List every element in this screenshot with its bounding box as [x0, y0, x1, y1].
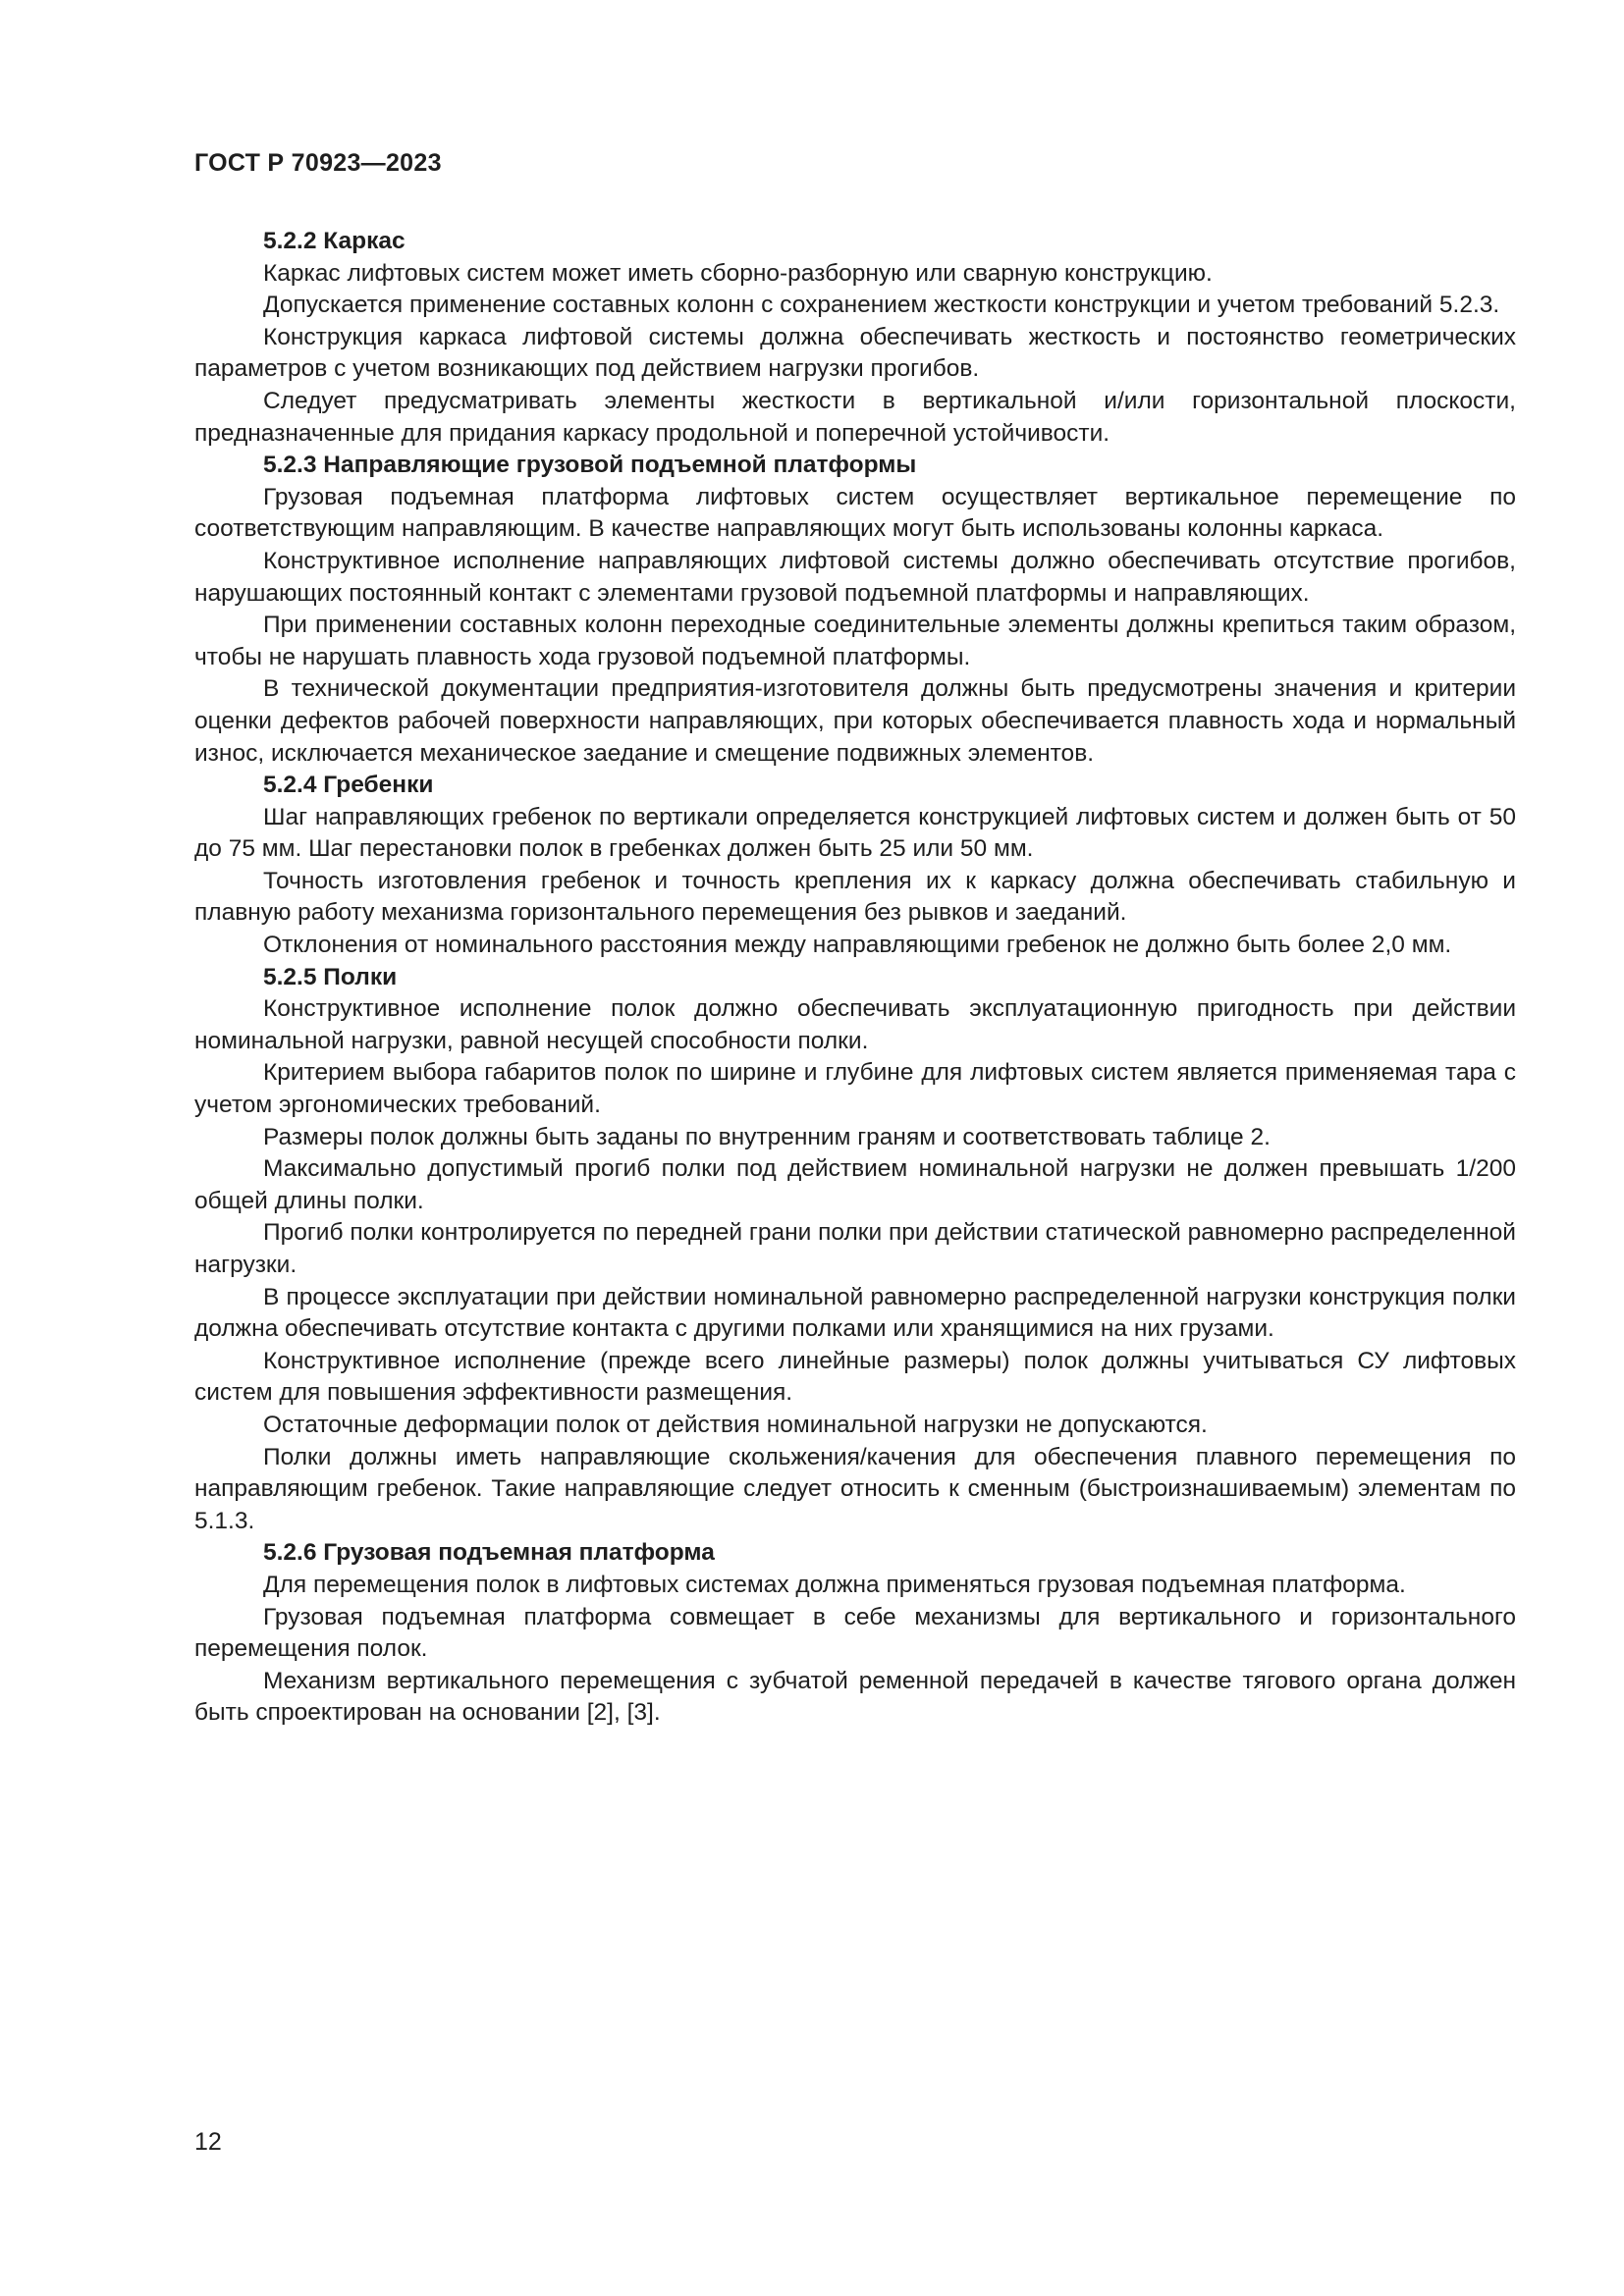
paragraph: Точность изготовления гребенок и точность крепления их к каркасу должна обеспечивать стабильную и плавную работу механизма горизонтального перемещения без рывков и заеданий. — [194, 867, 1516, 927]
paragraph: Полки должны иметь направляющие скольжения/качения для обеспечения плавного перемещения по направляющим гребенок. Такие направляющие следует относить к сменным (быстроизнашиваемым) элементам по 5.1.3. — [194, 1443, 1516, 1534]
section-5-2-5 — [194, 962, 1516, 1538]
paragraph: Размеры полок должны быть заданы по внутренним граням и соответствовать таблице 2. — [263, 1123, 1271, 1150]
paragraph: Критерием выбора габаритов полок по ширине и глубине для лифтовых систем является применяемая тара с учетом эргономических требований. — [194, 1059, 1516, 1119]
document-body — [194, 226, 1516, 1730]
section-5-2-3 — [194, 450, 1516, 770]
page-number: 12 — [194, 2128, 222, 2156]
paragraph: Остаточные деформации полок от действия номинальной нагрузки не допускаются. — [263, 1411, 1208, 1438]
paragraph: Конструктивное исполнение полок должно обеспечивать эксплуатационную пригодность при действии номинальной нагрузки, равной несущей способности полки. — [194, 995, 1516, 1054]
section-5-2-6 — [194, 1537, 1516, 1730]
paragraph: Максимально допустимый прогиб полки под действием номинальной нагрузки не должен превышать 1/200 общей длины полки. — [194, 1155, 1516, 1214]
paragraph: Допускается применение составных колонн с сохранением жесткости конструкции и учетом требований 5.2.3. — [263, 292, 1500, 319]
paragraph: Конструктивное исполнение (прежде всего линейные размеры) полок должны учитываться СУ лифтовых систем для повышения эффективности размещения. — [194, 1347, 1516, 1407]
section-5-2-2 — [194, 226, 1516, 450]
paragraph: Отклонения от номинального расстояния между направляющими гребенок не должно быть более 2,0 мм. — [263, 932, 1452, 959]
paragraph: Конструктивное исполнение направляющих лифтовой системы должно обеспечивать отсутствие прогибов, нарушающих постоянный контакт с элементами грузовой подъемной платформы и направляющих. — [194, 547, 1516, 607]
section-title: 5.2.3 Направляющие грузовой подъемной платформы — [263, 452, 917, 479]
section-title: 5.2.6 Грузовая подъемная платформа — [263, 1539, 715, 1567]
section-title: 5.2.2 Каркас — [263, 228, 406, 254]
section-title: 5.2.4 Гребенки — [263, 772, 434, 799]
document-header: ГОСТ Р 70923—2023 — [194, 149, 442, 177]
paragraph: Прогиб полки контролируется по передней грани полки при действии статической равномерно распределенной нагрузки. — [194, 1219, 1516, 1278]
paragraph: Следует предусматривать элементы жесткости в вертикальной и/или горизонтальной плоскости, предназначенные для придания каркасу продольной и поперечной устойчивости. — [194, 387, 1516, 447]
paragraph: Для перемещения полок в лифтовых системах должна применяться грузовая подъемная платформа. — [263, 1571, 1406, 1598]
paragraph: В процессе эксплуатации при действии номинальной равномерно распределенной нагрузки конструкция полки должна обеспечивать отсутствие контакта с другими полками или хранящимися на них грузами. — [194, 1283, 1516, 1343]
paragraph: Шаг направляющих гребенок по вертикали определяется конструкцией лифтовых систем и должен быть от 50 до 75 мм. Шаг перестановки полок в гребенках должен быть 25 или 50 мм. — [194, 803, 1516, 863]
paragraph: Конструкция каркаса лифтовой системы должна обеспечивать жесткость и постоянство геометрических параметров с учетом возникающих под действием нагрузки прогибов. — [194, 323, 1516, 383]
section-5-2-4 — [194, 770, 1516, 962]
paragraph: Механизм вертикального перемещения с зубчатой ременной передачей в качестве тягового органа должен быть спроектирован на основании [2], [3]. — [194, 1667, 1516, 1727]
paragraph: Каркас лифтовых систем может иметь сборно-разборную или сварную конструкцию. — [263, 259, 1213, 287]
paragraph: При применении составных колонн переходные соединительные элементы должны крепиться таким образом, чтобы не нарушать плавность хода грузовой подъемной платформы. — [194, 612, 1516, 670]
paragraph: В технической документации предприятия-изготовителя должны быть предусмотрены значения и критерии оценки дефектов рабочей поверхности направляющих, при которых обеспечивается плавность хода и нормальный износ, исключается механическое заедание и смещение подвижных элементов. — [194, 675, 1516, 767]
paragraph: Грузовая подъемная платформа совмещает в себе механизмы для вертикального и горизонтального перемещения полок. — [194, 1603, 1516, 1663]
paragraph: Грузовая подъемная платформа лифтовых систем осуществляет вертикальное перемещение по соответствующим направляющим. В качестве направляющих могут быть использованы колонны каркаса. — [194, 483, 1516, 543]
section-title: 5.2.5 Полки — [263, 963, 398, 990]
